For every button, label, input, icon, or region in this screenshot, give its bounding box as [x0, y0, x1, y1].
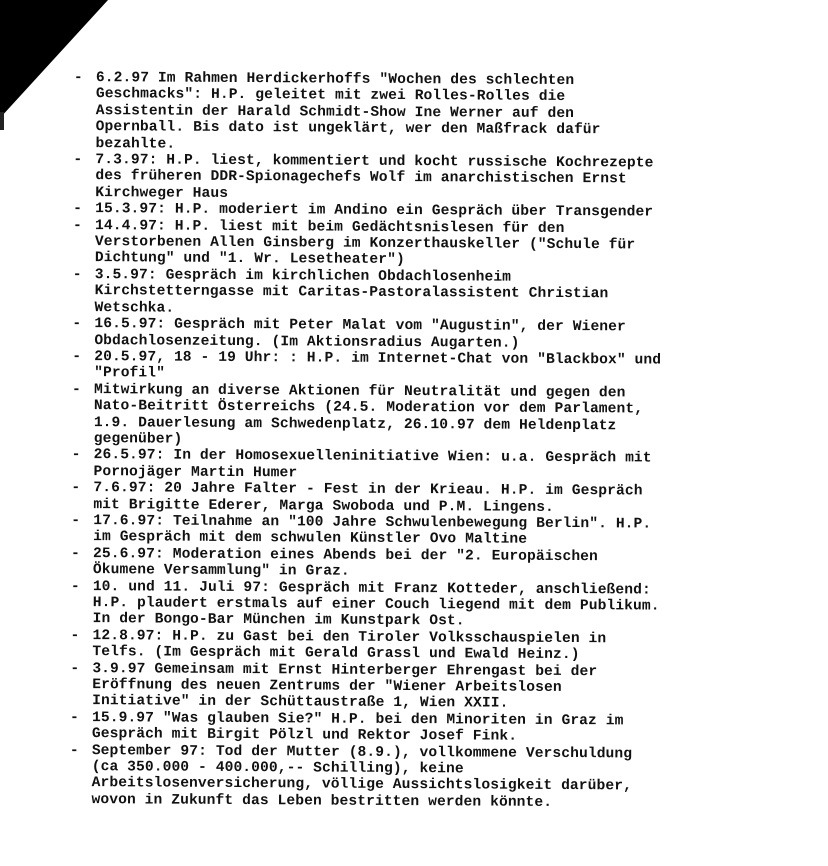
entry-text-line: - 10. und 11. Juli 97: Gespräch mit Franz Kotteder, anschließend:: [92, 578, 651, 599]
list-item: [71, 579, 771, 632]
entry-text-line: gegenüber): [93, 431, 183, 448]
list-item: [71, 480, 771, 517]
list-item: [71, 546, 771, 583]
entry-text-line: - 15.9.97 "Was glauben Sie?" H.P. bei den Minoriten in Graz im: [91, 709, 624, 730]
entry-text-line: Eröffnung des neuen Zentrums der "Wiener Arbeitslosen: [92, 677, 562, 697]
entry-text-line: "Profil": [94, 365, 166, 382]
entry-text-line: H.P. plaudert erstmals auf einer Couch liegend mit dem Publikum.: [92, 595, 660, 615]
entry-text-line: - Mitwirkung an diverse Aktionen für Neutralität und gegen den: [93, 381, 626, 402]
chronology-list: [69, 70, 773, 813]
entry-text-line: - 14.4.97: H.P. liest mit beim Gedächtsnislesen für den: [94, 217, 565, 237]
entry-text-line: Telfs. (Im Gespräch mit Gerald Grassl und Ewald Heinz.): [92, 644, 580, 664]
list-item: [72, 267, 772, 320]
entry-text-line: Assistentin der Harald Schmidt-Show Ine Werner auf den: [95, 102, 575, 122]
entry-text-line: - September 97: Tod der Mutter (8.9.), vollkommene Verschuldung: [91, 742, 633, 763]
entry-text-line: Gespräch mit Birgit Pölzl und Rektor Josef Fink.: [91, 726, 518, 745]
list-item: [69, 743, 769, 813]
list-item: [72, 349, 772, 386]
entry-text-line: Geschmacks": H.P. geleitet mit zwei Rolles-Rolles die: [95, 86, 566, 106]
entry-text-line: Kirchweger Haus: [95, 184, 229, 202]
entry-text-line: - 25.6.97: Moderation eines Abends bei der "2. Europäischen: [92, 545, 598, 565]
entry-text-line: In der Bongo-Bar München im Kunstpark Ost.: [92, 611, 465, 630]
list-item: [71, 447, 771, 484]
entry-text-line: - 12.8.97: H.P. zu Gast bei den Tiroler Volksschauspielen in: [92, 627, 607, 648]
entry-text-line: Wetschka.: [94, 299, 175, 317]
entry-text-line: Pornojäger Martin Humer: [93, 463, 298, 482]
entry-text-line: Nato-Beitritt Österreichs (24.5. Moderation vor dem Parlament,: [93, 398, 644, 418]
entry-text-line: - 26.5.97: In der Homosexuelleninitiative Wien: u.a. Gespräch mit: [93, 447, 652, 467]
scan-edge-mark: [0, 112, 4, 130]
list-item: [73, 70, 773, 156]
list-item: [71, 513, 771, 550]
entry-text-line: - 16.5.97: Gespräch mit Peter Malat vom "Augustin", der Wiener: [94, 316, 626, 336]
list-item: [70, 710, 770, 747]
list-item: [73, 152, 773, 205]
entry-text-line: mit Brigitte Ederer, Marga Swoboda und P.M. Lingens.: [93, 496, 554, 516]
entry-text-line: 1.9. Dauerlesung am Schwedenplatz, 26.10.97 dem Heldenplatz: [93, 414, 617, 434]
entry-text-line: - 20.5.97, 18 - 19 Uhr: : H.P. im Internet-Chat von "Blackbox" und: [94, 349, 662, 369]
entry-text-line: wovon in Zukunft das Leben bestritten werden könnte.: [91, 791, 553, 811]
entry-text-line: Obdachlosenzeitung. (Im Aktionsradius Augarten.): [94, 332, 520, 352]
entry-text-line: Initiative" in der Schüttaustraße 1, Wien XXII.: [92, 693, 509, 713]
entry-text-line: Arbeitslosenversicherung, völlige Aussichtslosigkeit darüber,: [91, 775, 633, 795]
entry-text-line: - 7.6.97: 20 Jahre Falter - Fest in der Krieau. H.P. im Gespräch: [93, 480, 643, 500]
entry-text-line: - 15.3.97: H.P. moderiert im Andino ein Gespräch über Transgender: [95, 201, 654, 221]
entry-text-line: - 3.9.97 Gemeinsam mit Ernst Hinterberger Ehrengast bei der: [92, 660, 598, 680]
entry-text-line: Opernball. Bis dato ist ungeklärt, wer den Maßfrack dafür: [95, 119, 601, 139]
entry-text-line: - 3.5.97: Gespräch im kirchlichen Obdachlosenheim: [94, 267, 512, 286]
entry-text-line: im Gespräch mit dem schwulen Künstler Ovo Maltine: [93, 529, 528, 549]
entry-text-line: - 7.3.97: H.P. liest, kommentiert und kocht russische Kochrezepte: [95, 152, 654, 172]
list-item: [72, 316, 772, 353]
entry-text-line: - 17.6.97: Teilnahme an "100 Jahre Schwulenbewegung Berlin". H.P.: [93, 513, 652, 533]
entry-text-line: bezahlte.: [95, 135, 176, 153]
list-item: [73, 218, 773, 271]
entry-text-line: Dichtung" und "1. Wr. Lesetheater"): [94, 250, 405, 269]
entry-text-line: Ökumene Versammlung" in Graz.: [92, 562, 350, 580]
entry-text-line: - 6.2.97 Im Rahmen Herdickerhoffs "Wochen des schlechten: [95, 70, 575, 90]
entry-text-line: Kirchstetterngasse mit Caritas-Pastoralassistent Christian: [94, 283, 609, 303]
entry-text-line: des früheren DDR-Spionagechefs Wolf im anarchistischen Ernst: [95, 168, 627, 188]
entry-text-line: (ca 350.000 - 400.000,-- Schilling), keine: [91, 759, 464, 778]
entry-text-line: Verstorbenen Allen Ginsberg im Konzerthauskeller ("Schule für: [94, 234, 636, 254]
list-item: [72, 382, 772, 452]
list-item: [70, 661, 770, 714]
document-page: [69, 70, 773, 813]
list-item: [70, 628, 770, 665]
